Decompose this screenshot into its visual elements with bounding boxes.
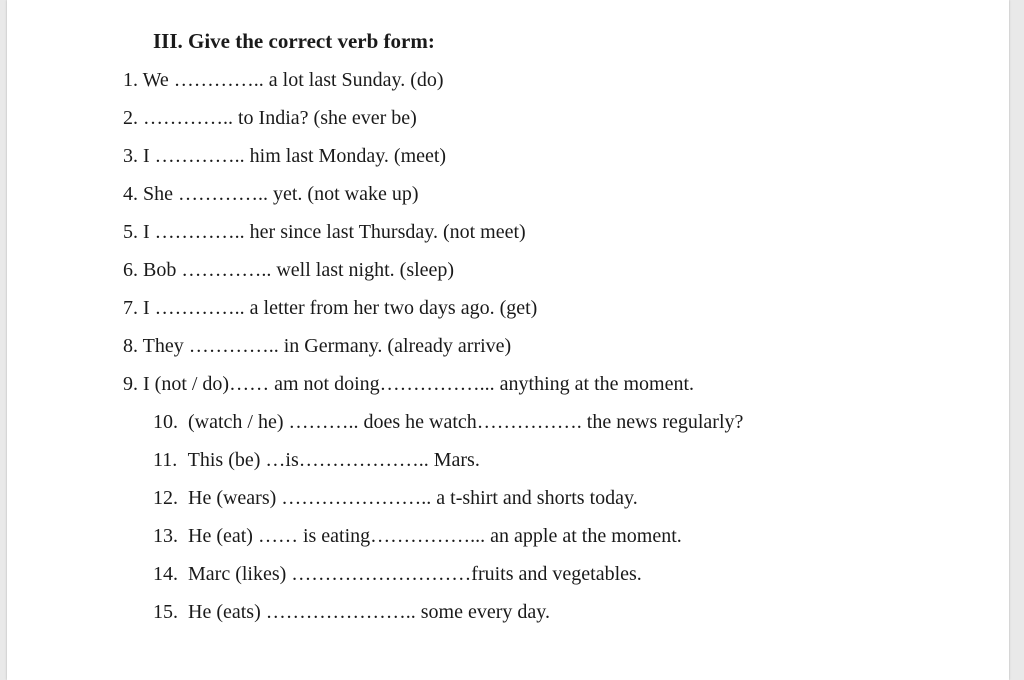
list-item xyxy=(123,258,454,282)
item-number: 4. xyxy=(123,183,138,205)
item-text: He (eat) …… is eating……………... an apple at the moment. xyxy=(188,525,682,547)
item-number: 1. xyxy=(123,69,138,91)
item-text: He (eats) ………………….. some every day. xyxy=(188,601,550,623)
item-number: 6. xyxy=(123,259,138,281)
item-number: 13. xyxy=(153,525,178,547)
list-item xyxy=(153,600,550,624)
item-text: She ………….. yet. (not wake up) xyxy=(143,183,419,205)
worksheet-page xyxy=(7,0,1009,680)
list-item xyxy=(123,68,444,92)
list-item xyxy=(153,486,638,510)
item-text: This (be) …is……………….. Mars. xyxy=(187,449,480,471)
item-text: I ………….. a letter from her two days ago. (get) xyxy=(143,297,538,319)
item-number: 15. xyxy=(153,601,178,623)
list-item xyxy=(123,334,511,358)
item-number: 3. xyxy=(123,145,138,167)
item-number: 7. xyxy=(123,297,138,319)
item-text: We ………….. a lot last Sunday. (do) xyxy=(142,69,444,91)
item-text: (watch / he) ……….. does he watch……………. the news regularly? xyxy=(188,411,744,433)
list-item xyxy=(123,220,526,244)
list-item xyxy=(123,296,537,320)
item-text: Marc (likes) ………………………fruits and vegetables. xyxy=(188,563,642,585)
item-text: I ………….. him last Monday. (meet) xyxy=(143,145,447,167)
exercise-heading: III. Give the correct verb form: xyxy=(153,29,435,53)
item-text: They ………….. in Germany. (already arrive) xyxy=(142,335,512,357)
item-text: I ………….. her since last Thursday. (not meet) xyxy=(143,221,526,243)
item-number: 8. xyxy=(123,335,138,357)
list-item xyxy=(123,106,417,130)
item-number: 2. xyxy=(123,107,138,129)
item-number: 5. xyxy=(123,221,138,243)
list-item xyxy=(153,448,480,472)
item-text: Bob ………….. well last night. (sleep) xyxy=(143,259,455,281)
item-number: 11. xyxy=(153,449,178,471)
item-number: 14. xyxy=(153,563,178,585)
list-item xyxy=(123,182,419,206)
list-item xyxy=(153,562,642,586)
item-number: 9. xyxy=(123,373,138,395)
list-item xyxy=(123,144,446,168)
item-text: I (not / do)…… am not doing……………... anything at the moment. xyxy=(143,373,695,395)
item-number: 10. xyxy=(153,411,178,433)
item-number: 12. xyxy=(153,487,178,509)
list-item xyxy=(153,410,743,434)
item-text: He (wears) ………………….. a t-shirt and shorts today. xyxy=(188,487,638,509)
list-item xyxy=(153,524,682,548)
item-text: ………….. to India? (she ever be) xyxy=(143,107,417,129)
list-item xyxy=(123,372,694,396)
